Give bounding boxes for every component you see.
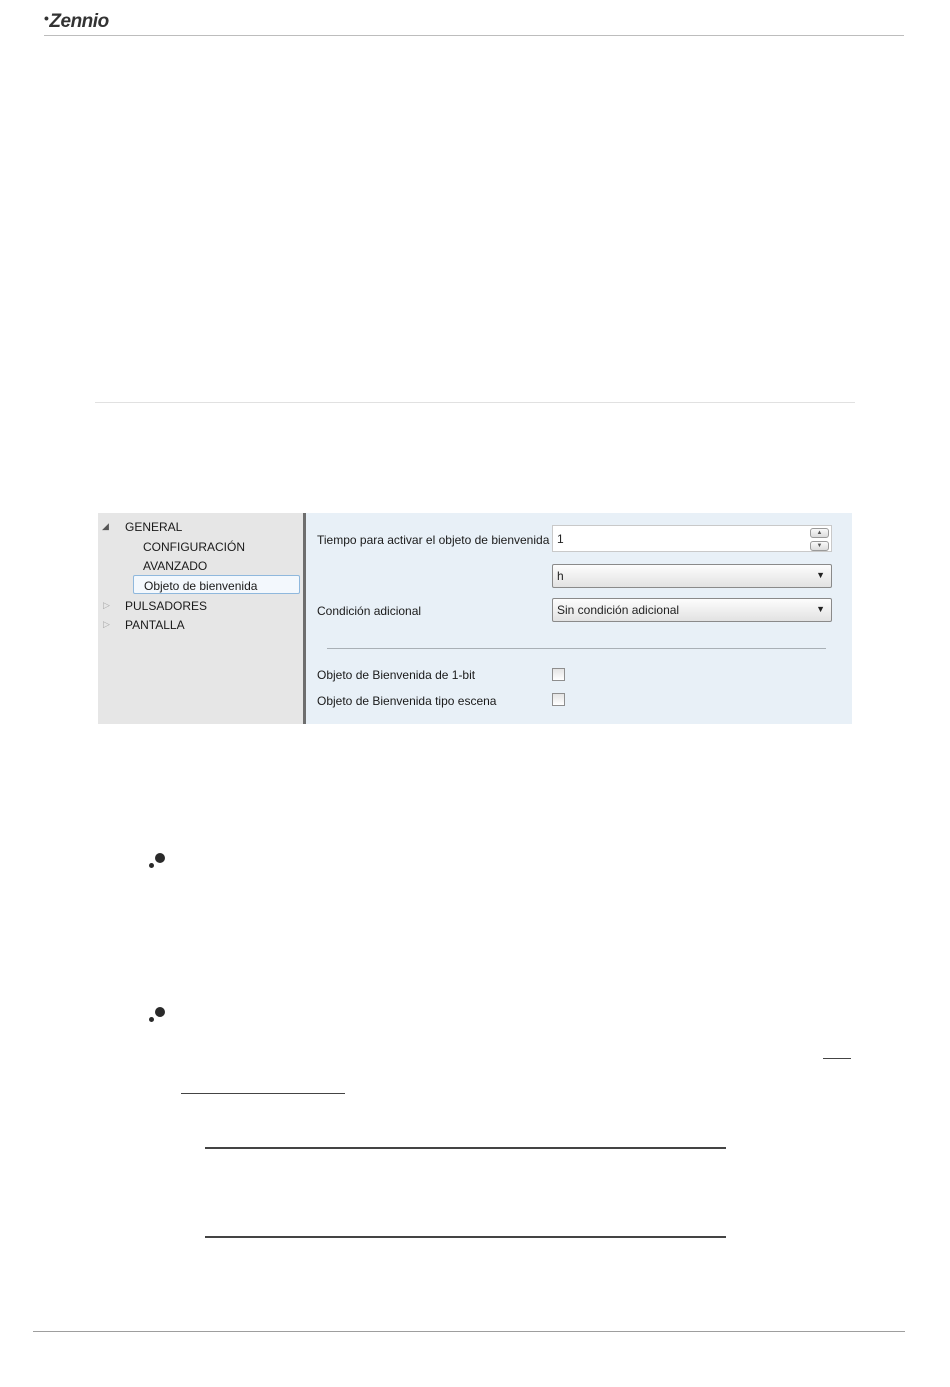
tree-item-configuracion[interactable]: CONFIGURACIÓN: [143, 540, 245, 554]
section-divider: [95, 402, 855, 403]
condition-label: Condición adicional: [317, 604, 422, 618]
parameter-panel: [306, 513, 852, 724]
collapsed-arrow-icon[interactable]: ▷: [103, 619, 110, 629]
tree-item-pantalla[interactable]: PANTALLA: [125, 618, 185, 632]
table-rule: [205, 1147, 726, 1149]
spin-down-icon[interactable]: ▼: [810, 541, 829, 551]
scene-label: Objeto de Bienvenida tipo escena: [317, 694, 497, 708]
onebit-label: Objeto de Bienvenida de 1-bit: [317, 668, 476, 682]
spin-up-icon[interactable]: ▲: [810, 528, 829, 538]
footer-divider: [33, 1331, 905, 1332]
tree-item-avanzado[interactable]: AVANZADO: [143, 559, 208, 573]
condition-dropdown[interactable]: [552, 598, 832, 622]
tree-item-general[interactable]: GENERAL: [125, 520, 183, 534]
chevron-down-icon: ▼: [816, 604, 825, 614]
time-unit-value: h: [557, 569, 564, 583]
underline-fragment: [181, 1093, 345, 1094]
chevron-down-icon: ▼: [816, 570, 825, 580]
ets-parameter-window: [98, 513, 852, 724]
condition-value: Sin condición adicional: [557, 603, 680, 617]
bullet-icon: [149, 852, 169, 872]
logo-dots-icon: •: [44, 10, 49, 26]
parameter-tree: [98, 513, 303, 724]
tree-item-pulsadores[interactable]: PULSADORES: [125, 599, 208, 613]
expanded-arrow-icon[interactable]: ◢: [102, 521, 109, 531]
bullet-icon: [149, 1006, 169, 1026]
underline-fragment: [823, 1058, 851, 1059]
time-unit-dropdown[interactable]: [552, 564, 832, 588]
time-input[interactable]: 1: [552, 525, 832, 552]
panel-divider: [327, 648, 826, 649]
collapsed-arrow-icon[interactable]: ▷: [103, 600, 110, 610]
scene-checkbox[interactable]: [552, 693, 565, 706]
header-divider: [44, 35, 904, 36]
zennio-logo: [44, 10, 109, 33]
table-rule: [205, 1236, 726, 1238]
time-label: Tiempo para activar el objeto de bienvenida: [317, 533, 550, 547]
onebit-checkbox[interactable]: [552, 668, 565, 681]
logo-text: Zennio: [49, 11, 109, 32]
tree-item-objeto-de-bienvenida[interactable]: Objeto de bienvenida: [144, 579, 258, 593]
